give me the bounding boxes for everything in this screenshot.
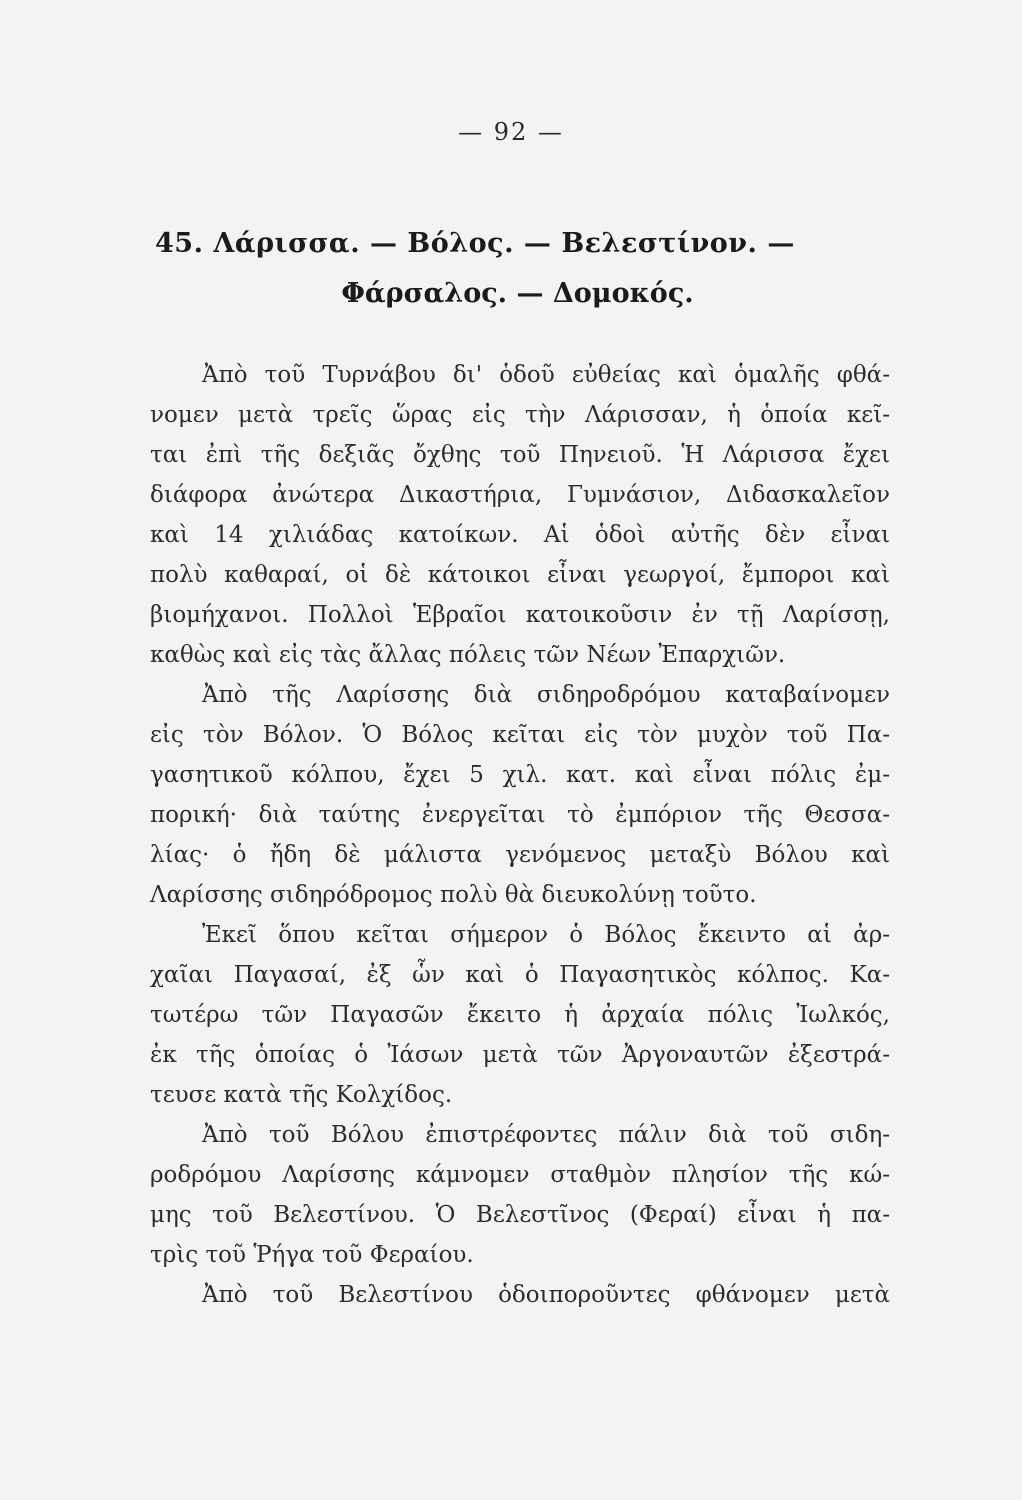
text-line: πορική· διὰ ταύτης ἐνεργεῖται τὸ ἐμπόριον τῆς Θεσσα- [150,802,890,828]
text-line: γασητικοῦ κόλπου, ἔχει 5 χιλ. κατ. καὶ εἶναι πόλις ἐμ- [150,762,890,788]
text-line: χαῖαι Παγασαί, ἐξ ὧν καὶ ὁ Παγασητικὸς κόλπος. Κα- [150,962,890,988]
text-line: Λαρίσσης σιδηρόδρομος πολὺ θὰ διευκολύνῃ τοῦτο. [150,882,757,908]
text-line: καθὼς καὶ εἰς τὰς ἄλλας πόλεις τῶν Νέων Ἐπαρχιῶν. [150,642,786,668]
body-text [150,355,890,1315]
text-line: καὶ 14 χιλιάδας κατοίκων. Αἱ ὁδοὶ αὐτῆς δὲν εἶναι [150,522,890,548]
text-line: μης τοῦ Βελεστίνου. Ὁ Βελεστῖνος (Φεραί) εἶναι ἡ πα- [150,1202,890,1228]
text-line: νομεν μετὰ τρεῖς ὥρας εἰς τὴν Λάρισσαν, ἡ ὁποία κεῖ- [150,402,890,428]
text-line: λίας· ὁ ἤδη δὲ μάλιστα γενόμενος μεταξὺ Βόλου καὶ [150,842,890,868]
text-line: Ἀπὸ τοῦ Βελεστίνου ὁδοιποροῦντες φθάνομεν μετὰ [202,1282,890,1308]
text-line: ροδρόμου Λαρίσσης κάμνομεν σταθμὸν πλησίον τῆς κώ- [150,1162,890,1188]
text-line: τευσε κατὰ τῆς Κολχίδος. [150,1082,453,1108]
text-line: Ἀπὸ τοῦ Βόλου ἐπιστρέφοντες πάλιν διὰ τοῦ σιδη- [202,1122,890,1148]
page-number: — 92 — [458,118,564,146]
section-heading-line-2: Φάρσαλος. — Δομοκός. [341,278,694,309]
section-heading-line-1: 45. Λάρισσα. — Βόλος. — Βελεστίνον. — [155,228,795,259]
text-line: διάφορα ἀνώτερα Δικαστήρια, Γυμνάσιον, Διδασκαλεῖον [150,482,890,508]
text-line: ται ἐπὶ τῆς δεξιᾶς ὄχθης τοῦ Πηνειοῦ. Ἡ Λάρισσα ἔχει [150,442,890,468]
text-line: Ἀπὸ τῆς Λαρίσσης διὰ σιδηροδρόμου καταβαίνομεν [202,682,890,708]
text-line: ἐκ τῆς ὁποίας ὁ Ἰάσων μετὰ τῶν Ἀργοναυτῶν ἐξεστρά- [150,1042,890,1068]
text-line: τρὶς τοῦ Ῥήγα τοῦ Φεραίου. [150,1242,474,1268]
text-line: εἰς τὸν Βόλον. Ὁ Βόλος κεῖται εἰς τὸν μυχὸν τοῦ Πα- [150,722,890,748]
text-line: Ἀπὸ τοῦ Τυρνάβου δι' ὁδοῦ εὐθείας καὶ ὁμαλῆς φθά- [202,362,890,388]
text-line: πολὺ καθαραί, οἱ δὲ κάτοικοι εἶναι γεωργοί, ἔμποροι καὶ [150,562,890,588]
text-line: βιομήχανοι. Πολλοὶ Ἑβραῖοι κατοικοῦσιν ἐν τῇ Λαρίσσῃ, [150,602,890,628]
text-line: τωτέρω τῶν Παγασῶν ἔκειτο ἡ ἀρχαία πόλις Ἰωλκός, [150,1002,890,1028]
text-line: Ἐκεῖ ὅπου κεῖται σήμερον ὁ Βόλος ἔκειντο αἱ ἀρ- [202,922,890,948]
